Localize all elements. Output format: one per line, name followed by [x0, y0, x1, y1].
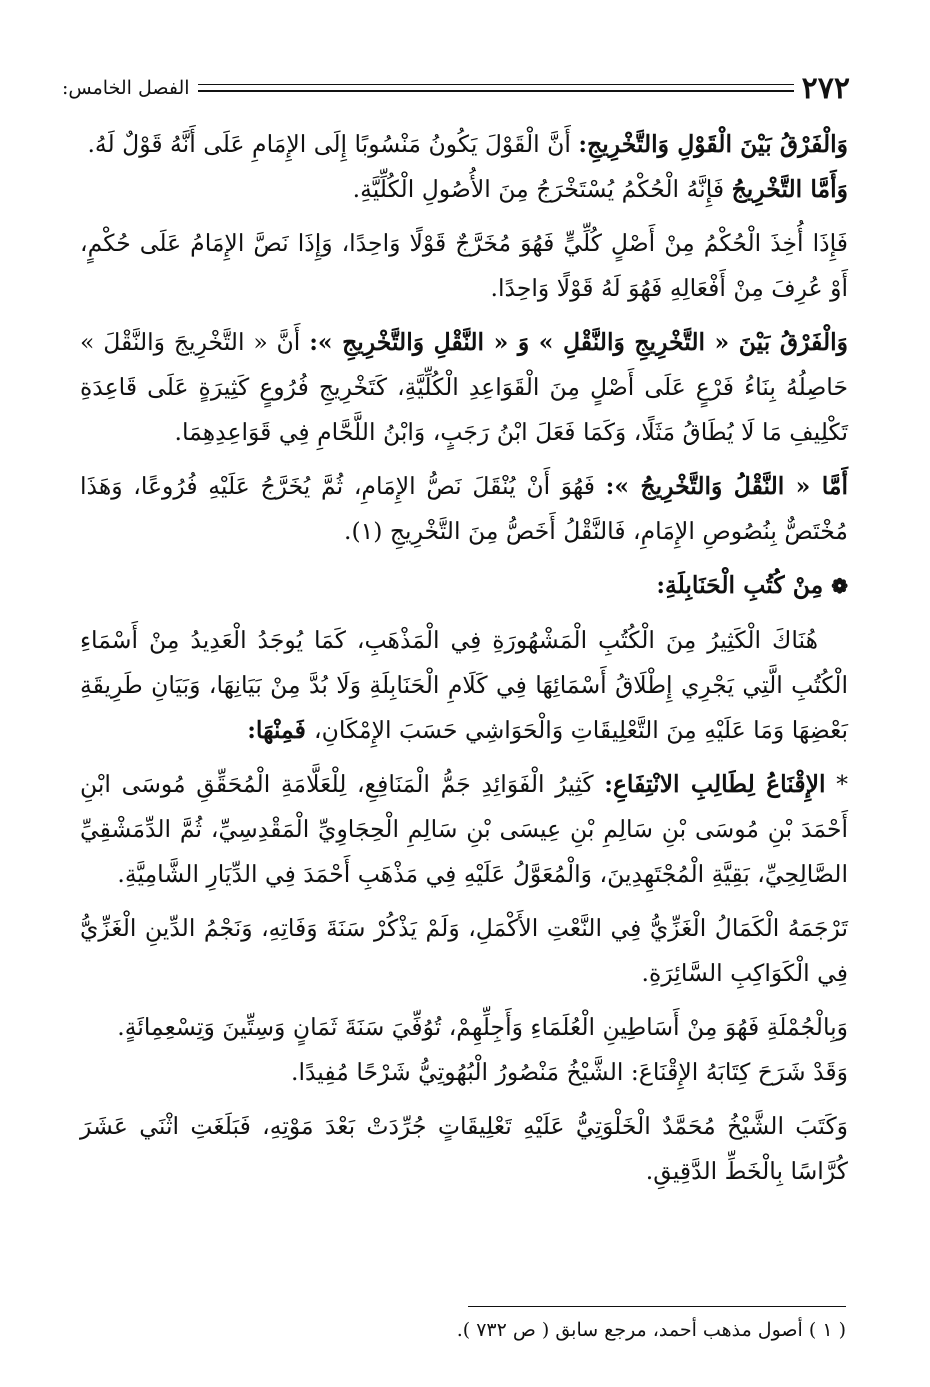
- section-heading: [80, 563, 848, 609]
- paragraph-8: [80, 906, 848, 996]
- paragraph-text: كَثِيرُ الْفَوَائِدِ جَمُّ الْمَنَافِعِ، لِلْعَلَّامَةِ الْمُحَقِّقِ مُوسَى ابْنِ أَحْمَدَ بْنِ مُوسَى بْنِ سَالِمِ بْنِ عِيسَى بْنِ سَالِمِ الْحِجَاوِيِّ الْمَقْدِسِيِّ، ثُمَّ الدِّمَشْقِيِّ الصَّالِحِيِّ، بَقِيَّةِ الْمُجْتَهِدِينَ، وَالْمُعَوَّلُ عَلَيْهِ فِي مَذْهَبِ أَحْمَدَ فِي الدِّيَارِ الشَّامِيَّةِ.: [80, 770, 848, 888]
- paragraph-7: [80, 762, 848, 897]
- footnote-reference: (١).: [343, 517, 390, 545]
- paragraph-5: [80, 464, 848, 554]
- term-bold: فَمِنْهَا:: [247, 716, 315, 744]
- paragraph-text: وَبِالْجُمْلَةِ فَهُوَ مِنْ أَسَاطِينِ الْعُلَمَاءِ وَأَجِلِّهِمْ، تُوُفِّيَ سَنَةَ ثَمَانٍ وَسِتِّينَ وَتِسْعِمِائَةٍ.: [117, 1013, 848, 1041]
- paragraph-text: هُنَاكَ الْكَثِيرُ مِنَ الْكُتُبِ الْمَشْهُورَةِ فِي الْمَذْهَبِ، كَمَا يُوجَدُ الْعَدِيدُ مِنْ أَسْمَاءِ الْكُتُبِ الَّتِي يَجْرِي إِطْلَاقُ أَسْمَائِهَا فِي كَلَامِ الْحَنَابِلَةِ وَلَا بُدَّ مِنْ بَيَانِهَا، وَبَيَانِ طَرِيقَةِ بَعْضِهَا وَمَا عَلَيْهِ مِنَ التَّعْلِيقَاتِ وَالْحَوَاشِي حَسَبَ الإِمْكَانِ،: [80, 626, 848, 744]
- page-header: [62, 68, 850, 108]
- term-bold: الإِقْنَاعُ لِطَالِبِ الانْتِفَاعِ:: [604, 770, 826, 798]
- chapter-title: الفصل الخامس:: [62, 77, 190, 99]
- paragraph-9: [80, 1005, 848, 1050]
- paragraph-text: فَهُوَ أَنْ يُنْقَلَ نَصُّ الإِمَامِ، ثُمَّ يُخَرَّجُ عَلَيْهِ فُرُوعًا، وَهَذَا مُخْتَصٌّ بِنُصُوصِ الإِمَامِ، فَالنَّقْلُ أَخَصُّ مِنَ التَّخْرِيجِ: [80, 472, 848, 545]
- paragraph-text: أَنَّ « التَّخْرِيجَ وَالنَّقْلَ » حَاصِلُهُ بِنَاءُ فَرْعٍ عَلَى أَصْلٍ مِنَ الْقَوَاعِدِ الْكُلِّيَّةِ، كَتَخْرِيجِ فُرُوعٍ كَثِيرَةٍ عَلَى قَاعِدَةِ تَكْلِيفِ مَا لَا يُطَاقُ مَثَلًا، وَكَمَا فَعَلَ ابْنُ رَجَبٍ، وَابْنُ اللَّحَّامِ فِي قَوَاعِدِهِمَا.: [80, 328, 848, 446]
- paragraph-4: [80, 320, 848, 455]
- page-body: [80, 122, 848, 1194]
- paragraph-3: [80, 221, 848, 311]
- page-number: ٢٧٢: [801, 70, 850, 106]
- paragraph-10: [80, 1050, 848, 1095]
- paragraph-1: [80, 122, 848, 167]
- paragraph-11: [80, 1104, 848, 1194]
- term-bold: أَمَّا « النَّقْلُ وَالتَّخْرِيجُ »:: [605, 472, 848, 500]
- term-bold: وَالْفَرْقُ بَيْنَ « التَّخْرِيجِ وَالنَّقْلِ » وَ « النَّقْلِ وَالتَّخْرِيجِ »:: [309, 328, 848, 356]
- section-heading-text: مِنْ كُتُبِ الْحَنَابِلَةِ:: [656, 571, 824, 599]
- paragraph-text: فَإِذَا أُخِذَ الْحُكْمُ مِنْ أَصْلٍ كُلِّيٍّ فَهُوَ مُخَرَّجٌ قَوْلًا وَاحِدًا، وَإِذَا نَصَّ الإِمَامُ عَلَى حُكْمٍ، أَوْ عُرِفَ مِنْ أَفْعَالِهِ فَهُوَ لَهُ قَوْلًا وَاحِدًا.: [80, 229, 848, 302]
- flower-ornament-icon: ❁: [831, 574, 848, 598]
- term-bold: وَالْفَرْقُ بَيْنَ الْقَوْلِ وَالتَّخْرِيجِ:: [578, 130, 848, 158]
- paragraph-text: أَنَّ الْقَوْلَ يَكُونُ مَنْسُوبًا إِلَى الإِمَامِ عَلَى أَنَّهُ قَوْلٌ لَهُ.: [87, 130, 579, 158]
- paragraph-2: [80, 167, 848, 212]
- paragraph-text: فَإِنَّهُ الْحُكْمُ يُسْتَخْرَجُ مِنَ الأُصُولِ الْكُلِّيَّةِ.: [352, 175, 732, 203]
- footnote-rule: [468, 1306, 846, 1307]
- paragraph-6: [80, 618, 848, 753]
- bullet-marker: *: [825, 770, 848, 798]
- paragraph-text: وَقَدْ شَرَحَ كِتَابَهُ الإِقْنَاعَ: الشَّيْخُ مَنْصُورُ الْبُهُوتِيُّ شَرْحًا مُفِيدًا.: [290, 1058, 848, 1086]
- paragraph-text: وَكَتَبَ الشَّيْخُ مُحَمَّدٌ الْخَلْوَتِيُّ عَلَيْهِ تَعْلِيقَاتٍ جُرِّدَتْ بَعْدَ مَوْتِهِ، فَبَلَغَتِ اثْنَي عَشَرَ كُرَّاسًا بِالْخَطِّ الدَّقِيقِ.: [80, 1112, 848, 1185]
- paragraph-text: تَرْجَمَهُ الْكَمَالُ الْغَزِّيُّ فِي النَّعْتِ الأَكْمَلِ، وَلَمْ يَذْكُرْ سَنَةَ وَفَاتِهِ، وَنَجْمُ الدِّينِ الْغَزِّيُّ فِي الْكَوَاكِبِ السَّائِرَةِ.: [80, 914, 848, 987]
- header-rule: [198, 84, 794, 92]
- footnote: ( ١ ) أصول مذهب أحمد، مرجع سابق ( ص ٧٣٢ ).: [456, 1319, 846, 1341]
- term-bold: وَأَمَّا التَّخْرِيجُ: [731, 175, 848, 203]
